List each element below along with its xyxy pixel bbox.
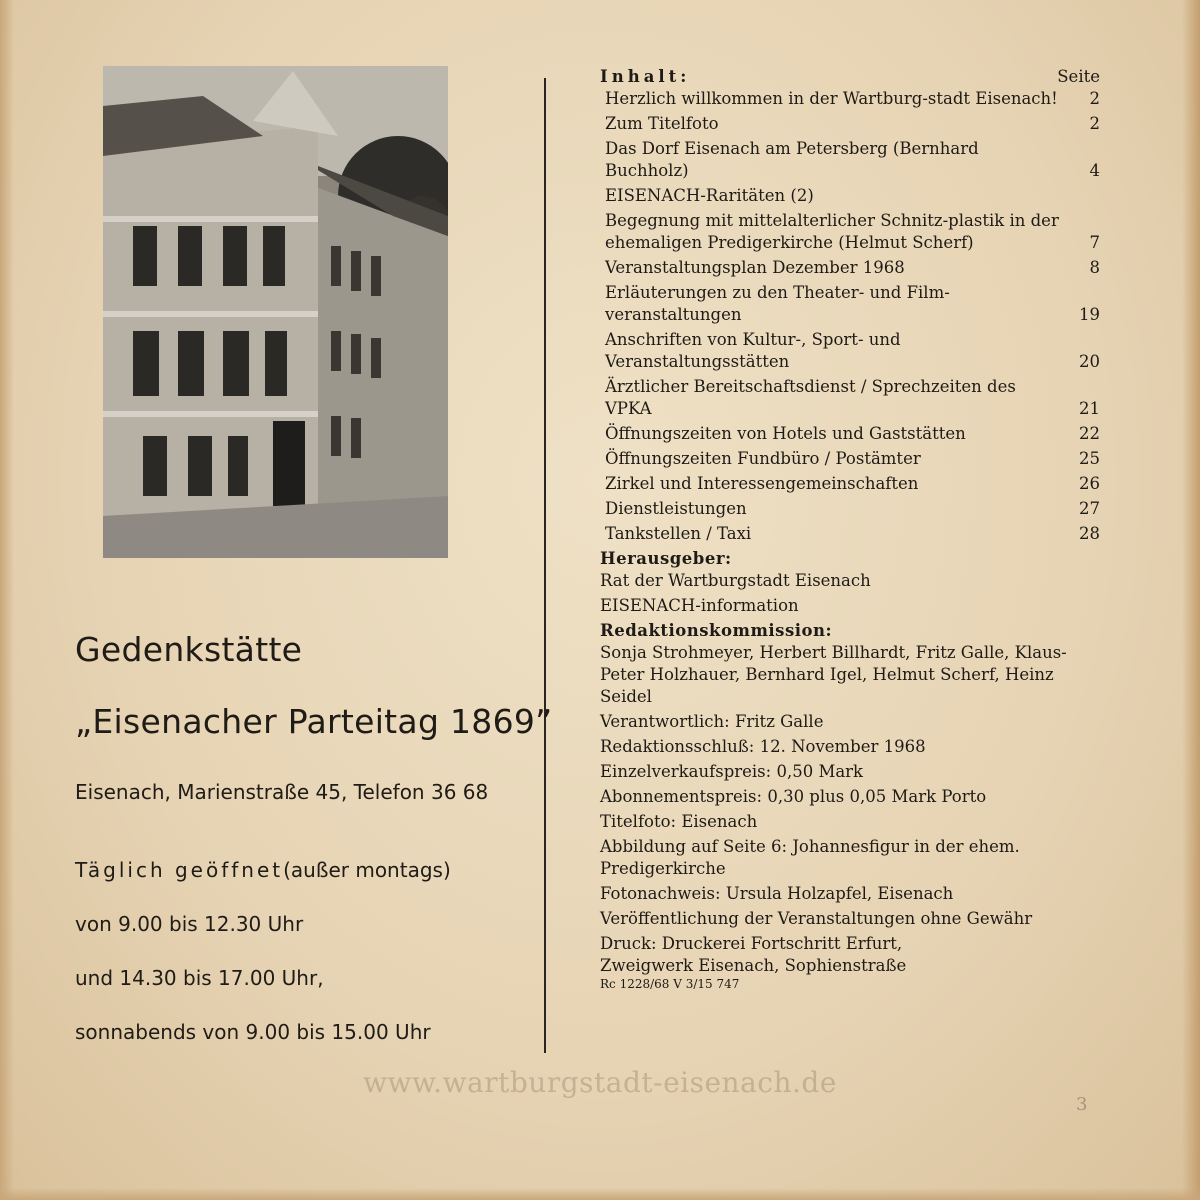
- memorial-address: Eisenach, Marienstraße 45, Telefon 36 68: [75, 780, 489, 804]
- toc-item: [600, 138, 1100, 182]
- opening-daily: Täglich geöffnet: [75, 858, 284, 882]
- opening-hours-1: von 9.00 bis 12.30 Uhr: [75, 912, 304, 936]
- toc-item-title: Zirkel und Interessengemeinschaften: [605, 474, 919, 493]
- illustration-note: Abbildung auf Seite 6: Johannesfigur in der ehem. Predigerkirche: [600, 837, 1020, 878]
- toc-item-page: 4: [1089, 161, 1100, 180]
- toc-item-title: Herzlich willkommen in der Wartburg-stadt Eisenach!: [605, 89, 1058, 108]
- toc-item-title: EISENACH-Raritäten (2): [605, 186, 814, 205]
- toc-item: [600, 210, 1100, 254]
- toc-item: [600, 282, 1100, 326]
- editorial-deadline: Redaktionsschluß: 12. November 1968: [600, 737, 926, 756]
- imprint: [600, 548, 1100, 991]
- toc-item: [600, 376, 1100, 420]
- photo-credit: Fotonachweis: Ursula Holzapfel, Eisenach: [600, 884, 954, 903]
- toc-item-page: 7: [1089, 233, 1100, 252]
- editorial-members: Sonja Strohmeyer, Herbert Billhardt, Fritz Galle, Klaus-Peter Holzhauer, Bernhard Igel, Helmut Scherf, Heinz Seidel: [600, 643, 1067, 706]
- toc-item: [600, 498, 1100, 520]
- memorial-title-line2: „Eisenacher Parteitag 1869”: [75, 702, 553, 741]
- publisher-line2: EISENACH-information: [600, 596, 799, 615]
- toc-item-title: Öffnungszeiten von Hotels und Gaststätten: [605, 424, 966, 443]
- toc-item-page: 25: [1079, 449, 1100, 468]
- toc-item: [600, 523, 1100, 545]
- toc-item-page: 2: [1089, 89, 1100, 108]
- toc-item-title: Öffnungszeiten Fundbüro / Postämter: [605, 449, 921, 468]
- toc-item-page: 21: [1079, 399, 1100, 418]
- publisher-label: Herausgeber:: [600, 549, 732, 568]
- toc-item-title: Anschriften von Kultur-, Sport- und Veranstaltungsstätten: [605, 330, 901, 371]
- toc-item-title: Dienstleistungen: [605, 499, 747, 518]
- toc-item: [600, 185, 1100, 207]
- toc-item-title: Das Dorf Eisenach am Petersberg (Bernhard Buchholz): [605, 139, 979, 180]
- toc-item: [600, 448, 1100, 470]
- memorial-title-line1: Gedenkstätte: [75, 630, 303, 669]
- opening-hours-2: und 14.30 bis 17.00 Uhr,: [75, 966, 324, 990]
- toc-item-page: 28: [1079, 524, 1100, 543]
- opening-exception: (außer montags): [283, 858, 451, 882]
- toc-item-title: Ärztlicher Bereitschaftsdienst / Sprechzeiten des VPKA: [605, 377, 1016, 418]
- toc-header: [600, 66, 1100, 88]
- page-edge-bottom: [0, 1188, 1200, 1200]
- toc-item: [600, 329, 1100, 373]
- disclaimer: Veröffentlichung der Veranstaltungen ohne Gewähr: [600, 909, 1033, 928]
- toc-list: [600, 88, 1100, 545]
- toc-item-title: Tankstellen / Taxi: [605, 524, 752, 543]
- toc-item-page: 22: [1079, 424, 1100, 443]
- contents-column: [600, 66, 1100, 994]
- toc-item-page: 26: [1079, 474, 1100, 493]
- printer-line2: Zweigwerk Eisenach, Sophienstraße: [600, 956, 907, 975]
- single-price: Einzelverkaufspreis: 0,50 Mark: [600, 762, 864, 781]
- opening-label: [75, 858, 451, 882]
- subscription-price: Abonnementspreis: 0,30 plus 0,05 Mark Porto: [600, 787, 987, 806]
- toc-item-page: 20: [1079, 352, 1100, 371]
- opening-hours-3: sonnabends von 9.00 bis 15.00 Uhr: [75, 1020, 431, 1044]
- page-edge-right: [1182, 0, 1200, 1200]
- page-edge-left: [0, 0, 14, 1200]
- toc-item-title: Zum Titelfoto: [605, 114, 719, 133]
- printer-line1: Druck: Druckerei Fortschritt Erfurt,: [600, 934, 903, 953]
- publisher-line1: Rat der Wartburgstadt Eisenach: [600, 571, 871, 590]
- building-photo: [103, 66, 448, 558]
- toc-item-title: Begegnung mit mittelalterlicher Schnitz-plastik in der ehemaligen Predigerkirche (Helmut Scherf): [605, 211, 1059, 252]
- print-code: Rc 1228/68 V 3/15 747: [600, 977, 740, 991]
- toc-page-label: Seite: [1057, 67, 1100, 86]
- toc-item-page: 27: [1079, 499, 1100, 518]
- column-divider: [544, 78, 546, 1053]
- toc-item: [600, 423, 1100, 445]
- responsible: Verantwortlich: Fritz Galle: [600, 712, 824, 731]
- toc-item-page: 8: [1089, 258, 1100, 277]
- cover-photo-credit: Titelfoto: Eisenach: [600, 812, 758, 831]
- toc-item: [600, 257, 1100, 279]
- toc-item: [600, 88, 1100, 110]
- toc-item: [600, 473, 1100, 495]
- website-watermark: www.wartburgstadt-eisenach.de: [363, 1066, 837, 1099]
- page-number: 3: [1076, 1094, 1088, 1115]
- toc-item-page: 19: [1079, 305, 1100, 324]
- toc-item: [600, 113, 1100, 135]
- toc-item-title: Veranstaltungsplan Dezember 1968: [605, 258, 905, 277]
- toc-item-page: 2: [1089, 114, 1100, 133]
- building-illustration: [103, 66, 448, 558]
- editorial-label: Redaktionskommission:: [600, 621, 833, 640]
- toc-item-title: Erläuterungen zu den Theater- und Film-veranstaltungen: [605, 283, 950, 324]
- toc-heading: Inhalt:: [600, 67, 691, 86]
